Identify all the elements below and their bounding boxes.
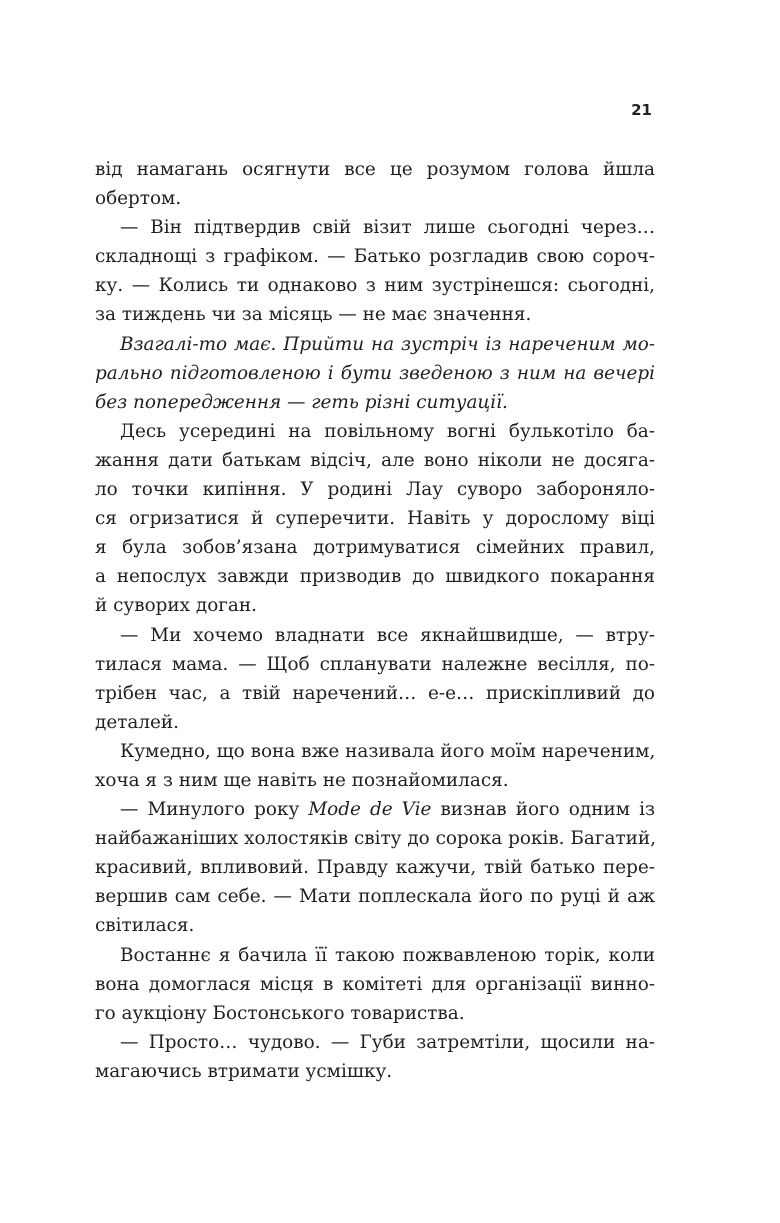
text-line: ло точки кипіння. У родині Лау суворо забороняло-	[95, 479, 655, 501]
text-line: а непослух завжди призводив до швидкого покарання	[95, 566, 655, 588]
text-line: й суворих доган.	[95, 595, 257, 617]
text-line: — Просто… чудово. — Губи затремтіли, щосили на-	[120, 1031, 655, 1053]
text-line: Востаннє я бачила її такою пожвавленою торік, коли	[120, 944, 655, 966]
text-line: красивий, впливовий. Правду кажучи, твій батько пере-	[95, 857, 655, 879]
text-line: ку. — Колись ти однаково з ним зустрінешся: сьогодні,	[95, 275, 655, 297]
text-line: за тиждень чи за місяць — не має значення.	[95, 304, 532, 326]
text-line: ся огризатися й суперечити. Навіть у дорослому віці	[95, 508, 655, 530]
text-line: — Він підтвердив свій візит лише сьогодні через…	[120, 217, 655, 239]
text-line: трібен час, а твій наречений… е-е… прискіпливий до	[95, 682, 655, 704]
text-line: від намагань осягнути все це розумом голова йшла	[95, 159, 655, 180]
text-line: Кумедно, що вона вже називала його моїм нареченим,	[120, 740, 656, 762]
text-segment: визнав його одним із	[431, 799, 655, 821]
text-segment: — Минулого року	[120, 799, 309, 821]
text-line: вона домоглася місця в комітеті для організації винно-	[95, 973, 655, 995]
text-line: я була зобов’язана дотримуватися сімейних правил,	[95, 537, 655, 559]
text-line: хоча я з ним ще навіть не познайомилася.	[95, 769, 509, 791]
page-number: 21	[631, 101, 652, 119]
text-line: жання дати батькам відсіч, але воно ніколи не досяга-	[95, 449, 655, 471]
text-line: світилася.	[95, 915, 195, 937]
text-line: рально підготовленою і бути зведеною з ним на вечері	[95, 362, 655, 384]
body-text	[95, 155, 655, 1086]
text-line: тилася мама. — Щоб спланувати належне весілля, по-	[95, 653, 655, 675]
text-line: без попередження — геть різні ситуації.	[95, 391, 508, 413]
text-line: го аукціону Бостонського товариства.	[95, 1002, 465, 1024]
text-line: складнощі з графіком. — Батько розгладив свою сороч-	[95, 246, 655, 268]
text-line: — Ми хочемо владнати все якнайшвидше, — втру-	[120, 624, 655, 646]
italic-title: Mode de Vie	[308, 799, 432, 821]
text-line	[95, 795, 655, 824]
text-line: Взагалі-то має. Прийти на зустріч із нареченим мо-	[120, 333, 655, 355]
text-line: обертом.	[95, 188, 182, 210]
text-line: деталей.	[95, 711, 180, 733]
text-line: найбажаніших холостяків світу до сорока років. Багатий,	[95, 828, 656, 850]
text-line: магаючись втримати усмішку.	[95, 1060, 393, 1082]
text-line: вершив сам себе. — Мати поплескала його по руці й аж	[95, 886, 655, 908]
text-line: Десь усередині на повільному вогні булькотіло ба-	[120, 420, 655, 442]
